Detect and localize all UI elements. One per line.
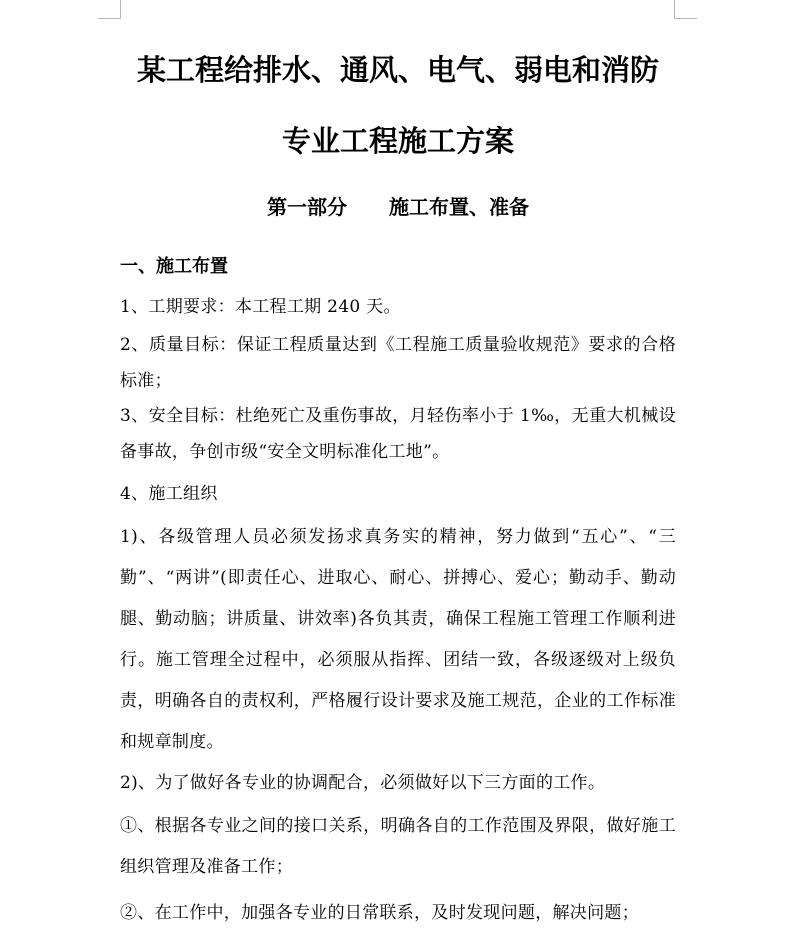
paragraph-schedule: 1、工期要求：本工程工期 240 天。: [120, 297, 401, 317]
paragraph-coordination: 2)、为了做好各专业的协调配合，必须做好以下三方面的工作。: [120, 773, 606, 793]
paragraph-quality-target: 2、质量目标：保证工程质量达到《工程施工质量验收规范》要求的合格标准；: [120, 335, 676, 391]
document-title-line-2: 专业工程施工方案: [281, 124, 514, 158]
paragraph-management-requirements: 1)、各级管理人员必须发扬求真务实的精神，努力做到“五心”、“三勤”、“两讲”(即责任心、进取心、耐心、拼搏心、爱心；勤动手、勤动腿、勤动脑；讲质量、讲效率)各负其责，确保工程施工管理工作顺利进行。施工管理全过程中，必须服从指挥、团结一致，各级逐级对上级负责，明确各自的责权利，严格履行设计要求及施工规范，企业的工作标准和规章制度。: [120, 527, 676, 752]
section-heading: 一、施工布置: [120, 256, 228, 277]
paragraph-coordination-item-2: ②、在工作中，加强各专业的日常联系，及时发现问题，解决问题；: [120, 903, 639, 923]
part-heading: [120, 191, 676, 220]
page-corner-mark-left: [98, 0, 121, 19]
part-name: 施工布置、准备: [389, 195, 529, 219]
paragraph-safety-target: 3、安全目标：杜绝死亡及重伤事故，月轻伤率小于 1‰，无重大机械设备事故，争创市级“安全文明标准化工地”。: [120, 406, 676, 462]
paragraph-coordination-item-1: ①、根据各专业之间的接口关系，明确各自的工作范围及界限，做好施工组织管理及准备工作；: [120, 816, 676, 877]
document-title-line-1: 某工程给排水、通风、电气、弱电和消防: [136, 53, 659, 87]
page-corner-mark-right: [674, 0, 697, 19]
part-label: 第一部分: [267, 195, 347, 219]
paragraph-construction-organization: 4、施工组织: [120, 484, 218, 504]
